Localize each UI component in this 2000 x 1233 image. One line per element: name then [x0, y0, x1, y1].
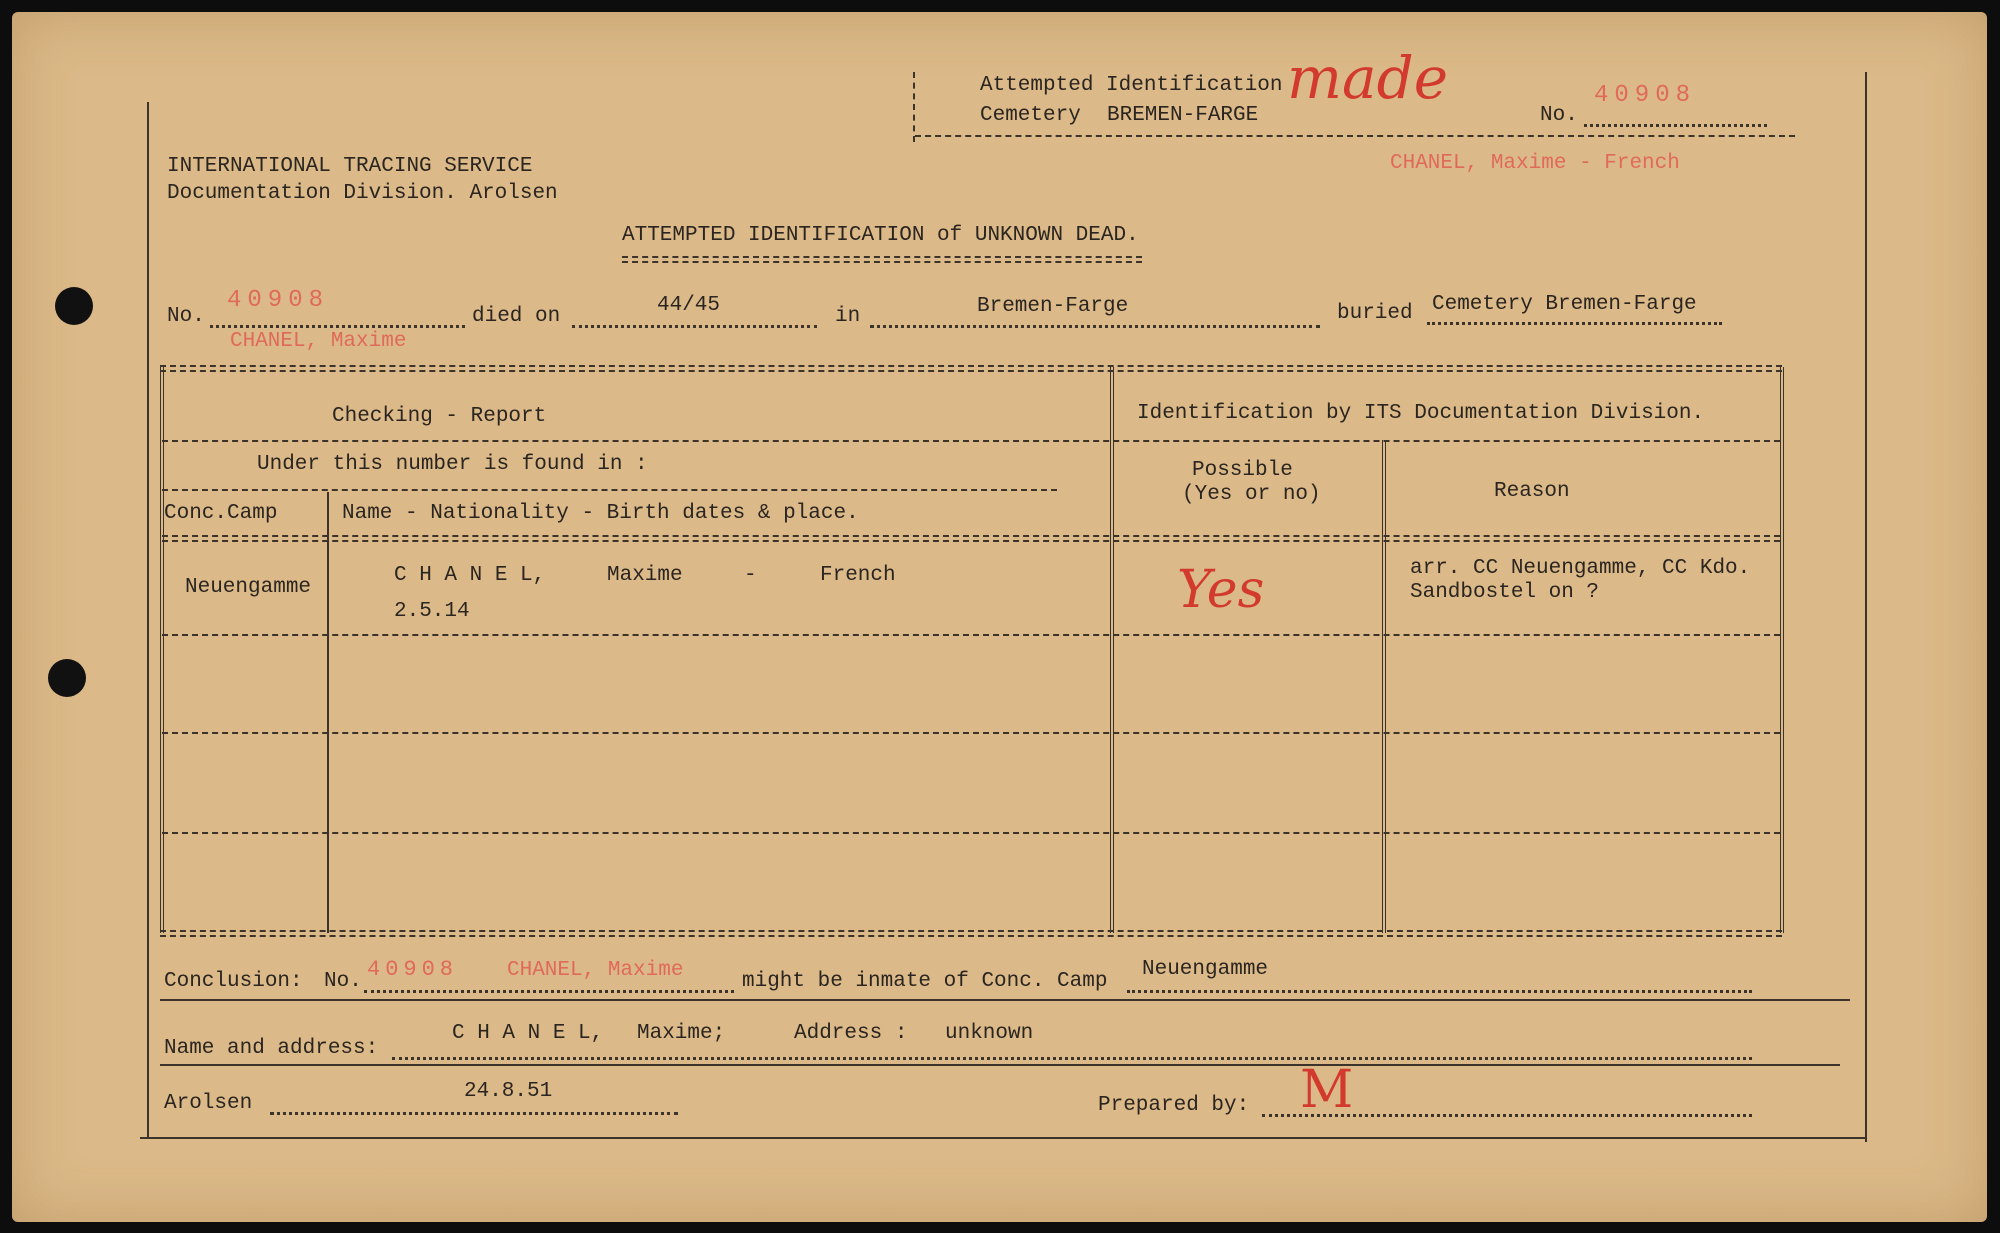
header-no-label: No. — [1540, 104, 1578, 127]
id-box-bottom-line — [915, 135, 1795, 137]
row-surname: C H A N E L, — [394, 564, 546, 587]
address-label: Address : — [794, 1022, 908, 1045]
date-value: 24.8.51 — [464, 1080, 553, 1103]
conclusion-rule — [160, 999, 1850, 1001]
right-border-line — [1865, 72, 1867, 1142]
dotted-line — [870, 325, 1320, 328]
division-name: Documentation Division. Arolsen — [167, 182, 558, 205]
table-reason-divider — [1382, 440, 1386, 933]
bottom-border-line — [140, 1137, 1867, 1139]
document-title: ATTEMPTED IDENTIFICATION of UNKNOWN DEAD. — [622, 224, 1139, 247]
row-possible-handwritten: Yes — [1177, 560, 1265, 620]
conclusion-label: Conclusion: — [164, 970, 303, 993]
table-top-border — [160, 365, 1782, 372]
in-value: Bremen-Farge — [977, 295, 1129, 318]
table-row-line — [162, 832, 1780, 834]
table-right-border — [1780, 367, 1784, 933]
arolsen-label: Arolsen — [164, 1092, 253, 1115]
died-on-label: died on — [472, 305, 561, 328]
table-bottom-border — [160, 930, 1782, 937]
record-no-value: 40908 — [227, 287, 330, 314]
prepared-by-label: Prepared by: — [1098, 1094, 1250, 1117]
header-no-value: 40908 — [1594, 82, 1697, 109]
col-reason-header: Reason — [1494, 480, 1570, 503]
dotted-line — [1127, 990, 1752, 993]
table-left-border — [160, 367, 164, 933]
dotted-line — [392, 1057, 1752, 1060]
dotted-line — [1584, 124, 1767, 127]
buried-value: Cemetery Bremen-Farge — [1432, 293, 1697, 316]
left-border-line — [147, 102, 149, 1137]
cemetery-label: Cemetery — [980, 104, 1081, 127]
table-row-line — [162, 732, 1780, 734]
col-name-header: Name - Nationality - Birth dates & place. — [342, 502, 859, 525]
table-column-header-line — [162, 535, 1780, 542]
conclusion-name-red: CHANEL, Maxime — [507, 959, 684, 982]
initials-handwritten: M — [1300, 1060, 1354, 1120]
conclusion-no-value: 40908 — [367, 957, 459, 982]
dotted-line — [572, 325, 817, 328]
conclusion-inmate-label: might be inmate of Conc. Camp — [742, 970, 1108, 993]
record-no-label: No. — [167, 305, 205, 328]
title-underline — [622, 256, 1142, 263]
name-address-firstname: Maxime; — [637, 1022, 726, 1045]
punch-hole — [55, 287, 93, 325]
punch-hole — [48, 659, 86, 697]
id-box-left-line — [913, 72, 915, 142]
conclusion-camp-value: Neuengamme — [1142, 958, 1269, 981]
dotted-line — [364, 990, 734, 993]
conclusion-no-label: No. — [324, 970, 362, 993]
name-address-rule — [160, 1064, 1840, 1066]
record-name-red: CHANEL, Maxime — [230, 330, 407, 353]
dotted-line — [270, 1112, 678, 1115]
name-address-label: Name and address: — [164, 1037, 379, 1060]
checking-report-header: Checking - Report — [332, 405, 547, 428]
died-on-value: 44/45 — [657, 294, 721, 317]
identification-header: Identification by ITS Documentation Division. — [1137, 402, 1705, 425]
col-possible-subheader: (Yes or no) — [1182, 483, 1321, 506]
row-birth: 2.5.14 — [394, 600, 470, 623]
table-camp-divider — [327, 492, 329, 933]
attempted-identification-label: Attempted Identification — [980, 74, 1283, 97]
row-dash: - — [744, 564, 757, 587]
buried-label: buried — [1337, 302, 1413, 325]
row-reason-line2: Sandbostel on ? — [1410, 581, 1600, 604]
dotted-line — [1427, 322, 1722, 325]
under-number-label: Under this number is found in : — [257, 453, 648, 476]
name-address-surname: C H A N E L, — [452, 1022, 604, 1045]
table-subheader-line — [162, 489, 1057, 491]
row-firstname: Maxime — [607, 564, 683, 587]
org-name: INTERNATIONAL TRACING SERVICE — [167, 155, 533, 178]
row-nationality: French — [820, 564, 896, 587]
dotted-line — [210, 325, 465, 328]
row-camp: Neuengamme — [185, 576, 312, 599]
row-reason-line1: arr. CC Neuengamme, CC Kdo. — [1410, 557, 1751, 580]
col-camp-header: Conc.Camp — [164, 502, 278, 525]
index-card — [12, 12, 1987, 1222]
header-red-note: CHANEL, Maxime - French — [1390, 152, 1680, 175]
table-row-line — [162, 634, 1780, 636]
handwritten-made: made — [1287, 44, 1449, 112]
col-possible-header: Possible — [1192, 459, 1293, 482]
table-header-line — [162, 440, 1780, 442]
in-label: in — [835, 305, 861, 328]
table-center-divider — [1110, 367, 1114, 933]
cemetery-value: BREMEN-FARGE — [1107, 104, 1259, 127]
address-value: unknown — [945, 1022, 1034, 1045]
